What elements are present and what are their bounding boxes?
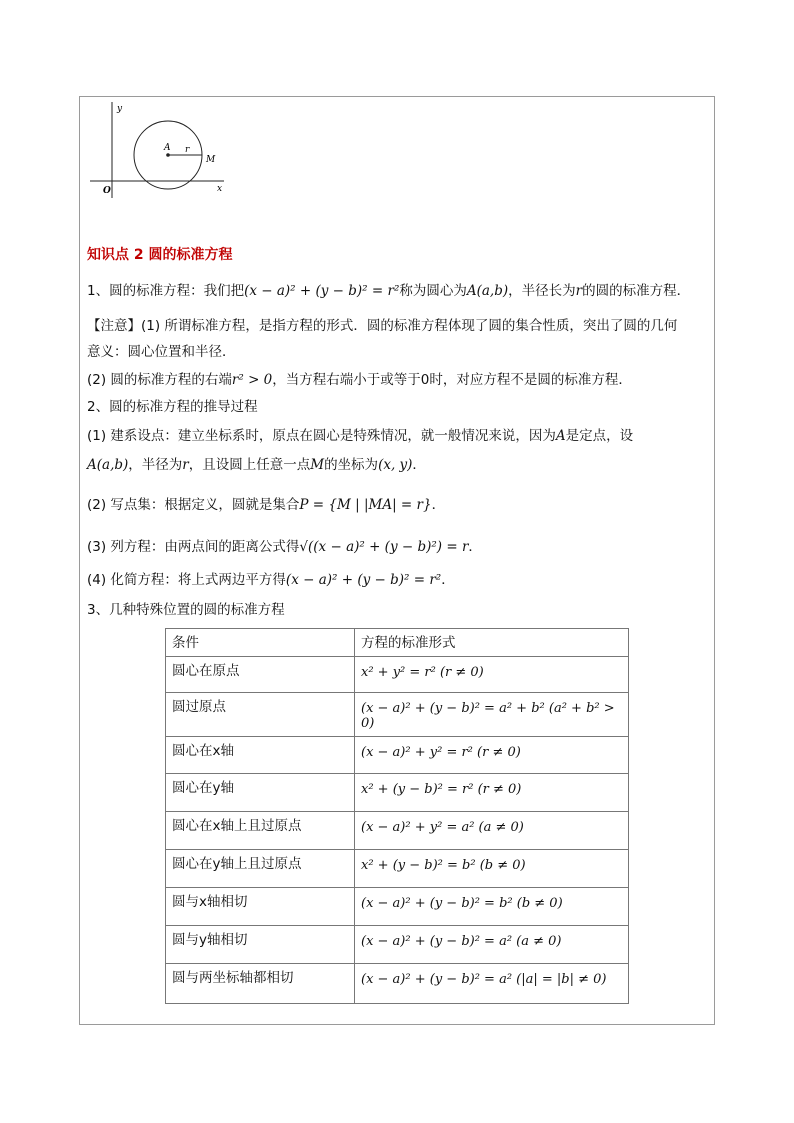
step1-suffix: 是定点，设 (565, 428, 634, 444)
note-1: 【注意】(1) 所谓标准方程，是指方程的形式．圆的标准方程体现了圆的集合性质，突出了圆的几何 (87, 318, 678, 334)
y-axis-label: y (117, 104, 123, 114)
step1-M: M (310, 457, 325, 473)
step-3 (87, 537, 482, 557)
table-row (166, 850, 629, 888)
table-row (166, 812, 629, 850)
step1-text-b: ，半径为 (128, 457, 183, 473)
condition-cell: 圆与x轴相切 (166, 888, 355, 926)
equation-cell: x² + (y − b)² = b² (b ≠ 0) (355, 850, 629, 888)
step1-text-d: 的坐标为 (324, 457, 379, 473)
condition-cell: 圆过原点 (166, 693, 355, 737)
table-row (166, 693, 629, 737)
p1-suffix: 的圆的标准方程． (582, 283, 691, 299)
step1-A: A (555, 428, 566, 444)
equation-cell: (x − a)² + y² = a² (a ≠ 0) (355, 812, 629, 850)
table-row (166, 774, 629, 812)
step-1-line-1 (87, 426, 633, 446)
table-header-row (166, 629, 629, 657)
circle-figure (84, 98, 234, 204)
step1-end: ． (412, 457, 426, 473)
step1-r: r (182, 457, 189, 473)
step-1-line-2 (87, 455, 426, 475)
condition-cell: 圆与y轴相切 (166, 926, 355, 964)
step-2 (87, 495, 445, 515)
table-row (166, 657, 629, 693)
equation-cell: (x − a)² + (y − b)² = a² (|a| = |b| ≠ 0) (355, 964, 629, 1004)
step1-center: A(a,b) (87, 457, 129, 473)
condition-cell: 圆心在y轴上且过原点 (166, 850, 355, 888)
table-header-condition: 条件 (166, 629, 355, 657)
table-header-form: 方程的标准形式 (355, 629, 629, 657)
paragraph-1 (87, 281, 690, 301)
section-2-title: 2、圆的标准方程的推导过程 (87, 399, 258, 415)
p1-center: A(a,b) (466, 283, 509, 299)
equation-cell: (x − a)² + y² = r² (r ≠ 0) (355, 737, 629, 774)
section-title: 知识点 2 圆的标准方程 (87, 247, 233, 263)
section-3-title: 3、几种特殊位置的圆的标准方程 (87, 602, 285, 618)
step1-prefix: (1) 建系设点：建立坐标系时，原点在圆心是特殊情况，就一般情况来说，因为 (87, 428, 556, 444)
table-row (166, 737, 629, 774)
p1-mid1: 称为圆心为 (399, 283, 467, 299)
p1-equation: (x − a)² + (y − b)² = r² (244, 283, 400, 299)
equation-cell: (x − a)² + (y − b)² = b² (b ≠ 0) (355, 888, 629, 926)
center-point (166, 153, 170, 157)
note-1-cont: 意义：圆心位置和半径． (87, 344, 236, 360)
note2-equation: r² > 0 (231, 372, 273, 388)
step1-xy: (x, y) (378, 457, 413, 473)
step4-equation: (x − a)² + (y − b)² = r² (285, 572, 442, 588)
note2-prefix: (2) 圆的标准方程的右端 (87, 372, 232, 388)
center-label: A (164, 143, 171, 153)
p1-r: r (575, 283, 583, 299)
origin-label: O (103, 186, 111, 196)
step2-suffix: ． (431, 497, 446, 513)
step4-suffix: ． (441, 572, 455, 588)
step3-prefix: (3) 列方程：由两点间的距离公式得 (87, 539, 300, 555)
step3-equation: √((x − a)² + (y − b)²) = r (299, 539, 469, 555)
x-axis-label: x (217, 184, 223, 194)
radius-label: r (185, 145, 190, 155)
note2-suffix: ，当方程右端小于或等于0时，对应方程不是圆的标准方程． (272, 372, 632, 388)
condition-cell: 圆心在x轴 (166, 737, 355, 774)
condition-cell: 圆与两坐标轴都相切 (166, 964, 355, 1004)
equation-cell: x² + y² = r² (r ≠ 0) (355, 657, 629, 693)
note-2 (87, 370, 632, 390)
condition-cell: 圆心在原点 (166, 657, 355, 693)
p1-mid2: ，半径长为 (508, 283, 576, 299)
step2-prefix: (2) 写点集：根据定义，圆就是集合 (87, 497, 300, 513)
condition-cell: 圆心在x轴上且过原点 (166, 812, 355, 850)
step-4 (87, 570, 455, 590)
condition-cell: 圆心在y轴 (166, 774, 355, 812)
step2-equation: P = {M | |MA| = r} (299, 497, 432, 513)
p1-prefix: 1、圆的标准方程：我们把 (87, 283, 245, 299)
step3-suffix: ． (468, 539, 482, 555)
table-row (166, 888, 629, 926)
point-label: M (206, 155, 216, 165)
step1-text-c: ，且设圆上任意一点 (188, 457, 311, 473)
special-position-table (165, 628, 629, 1004)
step4-prefix: (4) 化简方程：将上式两边平方得 (87, 572, 286, 588)
equation-cell: (x − a)² + (y − b)² = a² (a ≠ 0) (355, 926, 629, 964)
equation-cell: (x − a)² + (y − b)² = a² + b² (a² + b² > 0) (355, 693, 629, 737)
table-row (166, 964, 629, 1004)
equation-cell: x² + (y − b)² = r² (r ≠ 0) (355, 774, 629, 812)
table-row (166, 926, 629, 964)
